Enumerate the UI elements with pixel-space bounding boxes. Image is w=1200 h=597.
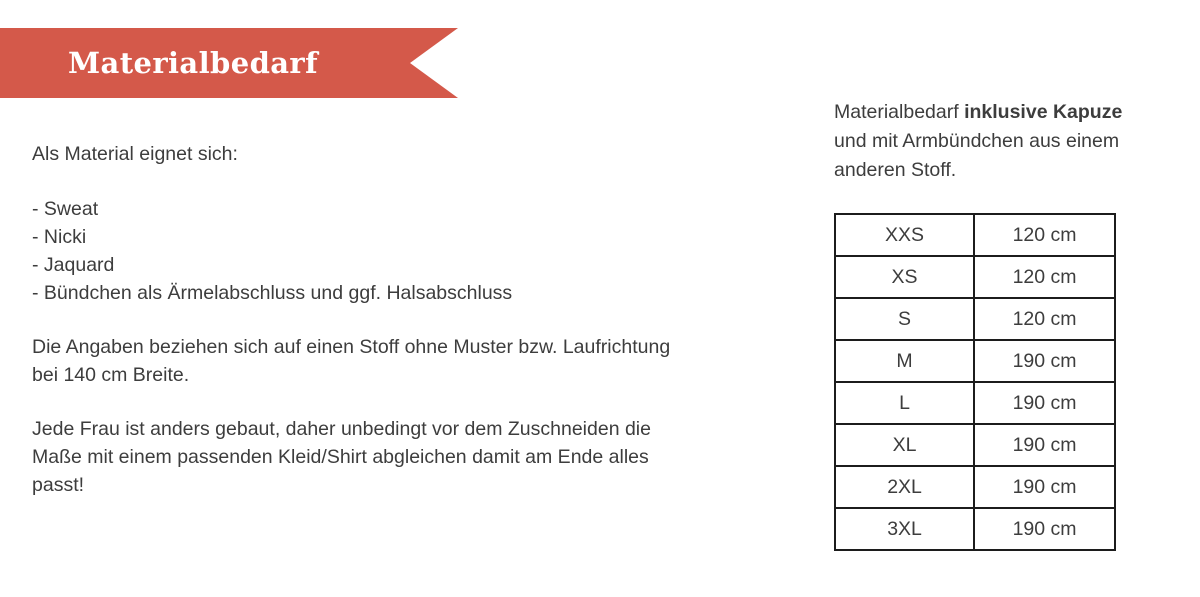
right-content-column xyxy=(834,98,1134,185)
intro-text: Als Material eignet sich: xyxy=(32,143,238,165)
material-item-buendchen: - Bündchen als Ärmelabschluss und ggf. Halsabschluss xyxy=(32,282,513,304)
note-text-part-2: und mit Armbündchen aus einem anderen Stoff. xyxy=(834,130,1120,181)
spacer xyxy=(32,307,792,333)
table-row xyxy=(835,382,1115,424)
table-row xyxy=(835,508,1115,550)
table-row xyxy=(835,466,1115,508)
spacer xyxy=(32,168,792,195)
spacer xyxy=(32,389,792,415)
fitting-advice-line-3: passt! xyxy=(32,474,85,496)
note-text-part-1: Materialbedarf xyxy=(834,101,965,123)
page-title: Materialbedarf xyxy=(68,46,318,80)
note-text-bold: inklusive Kapuze xyxy=(964,101,1123,123)
material-item-jaquard: - Jaquard xyxy=(32,254,115,276)
fabric-note-line-1: Die Angaben beziehen sich auf einen Stoff ohne Muster bzw. Laufrichtung xyxy=(32,336,671,358)
cell-length: 190 cm xyxy=(974,382,1115,424)
cell-size: S xyxy=(835,298,974,340)
table-row xyxy=(835,424,1115,466)
material-item-nicki: - Nicki xyxy=(32,226,87,248)
cell-length: 190 cm xyxy=(974,466,1115,508)
material-item-sweat: - Sweat xyxy=(32,198,99,220)
cell-size: 3XL xyxy=(835,508,974,550)
cell-length: 190 cm xyxy=(974,340,1115,382)
table-body xyxy=(835,214,1115,550)
table-row xyxy=(835,298,1115,340)
cell-size: L xyxy=(835,382,974,424)
fabric-note-line-2: bei 140 cm Breite. xyxy=(32,364,190,386)
cell-size: XS xyxy=(835,256,974,298)
section-banner xyxy=(0,28,458,98)
fitting-advice-line-1: Jede Frau ist anders gebaut, daher unbedingt vor dem Zuschneiden die xyxy=(32,418,651,440)
table-row xyxy=(835,256,1115,298)
cell-size: 2XL xyxy=(835,466,974,508)
table-row xyxy=(835,340,1115,382)
cell-length: 120 cm xyxy=(974,256,1115,298)
material-requirement-note xyxy=(834,98,1127,185)
left-content-column xyxy=(32,140,792,499)
size-length-table xyxy=(834,213,1116,551)
cell-length: 120 cm xyxy=(974,298,1115,340)
cell-length: 190 cm xyxy=(974,424,1115,466)
cell-length: 120 cm xyxy=(974,214,1115,256)
fitting-advice-line-2: Maße mit einem passenden Kleid/Shirt abgleichen damit am Ende alles xyxy=(32,446,649,468)
cell-length: 190 cm xyxy=(974,508,1115,550)
cell-size: XL xyxy=(835,424,974,466)
banner-arrow-notch xyxy=(410,28,458,98)
cell-size: XXS xyxy=(835,214,974,256)
table-row xyxy=(835,214,1115,256)
cell-size: M xyxy=(835,340,974,382)
